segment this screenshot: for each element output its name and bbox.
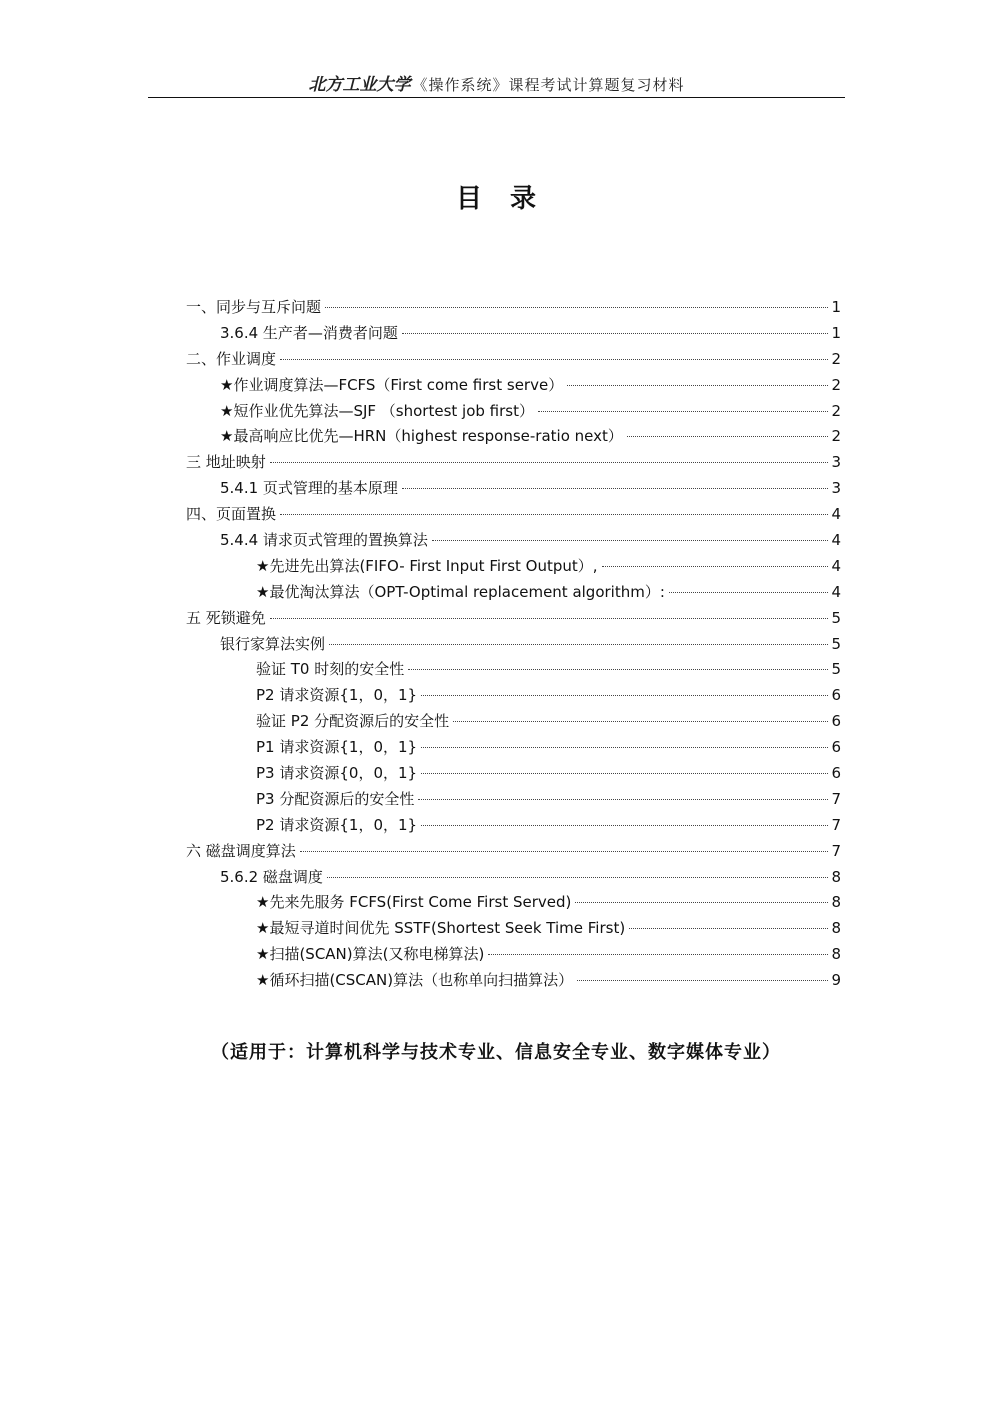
dot-leader bbox=[602, 566, 829, 567]
toc-title: 目录 bbox=[455, 184, 564, 214]
dot-leader bbox=[327, 877, 829, 878]
toc-entry[interactable] bbox=[186, 917, 841, 943]
toc-entry[interactable] bbox=[186, 451, 841, 477]
toc-entry-label: P1 请求资源{1，0，1} bbox=[256, 738, 418, 757]
toc-entry-label: 二、作业调度 bbox=[186, 349, 277, 368]
toc-entry[interactable] bbox=[186, 840, 841, 866]
toc-entry-page-number: 3 bbox=[831, 453, 841, 472]
toc-entry-page-number: 8 bbox=[831, 867, 841, 886]
page-header bbox=[148, 70, 845, 95]
dot-leader bbox=[538, 411, 828, 412]
dot-leader bbox=[421, 773, 828, 774]
toc-entry-label: ★循环扫描(CSCAN)算法（也称单向扫描算法） bbox=[256, 971, 574, 990]
toc-entry[interactable] bbox=[186, 529, 841, 555]
toc-entry[interactable] bbox=[186, 710, 841, 736]
dot-leader bbox=[577, 980, 828, 981]
dot-leader bbox=[453, 721, 828, 722]
dot-leader bbox=[669, 592, 829, 593]
dot-leader bbox=[432, 540, 829, 541]
dot-leader bbox=[270, 462, 829, 463]
toc-entry[interactable] bbox=[186, 400, 841, 426]
toc-entry-page-number: 6 bbox=[831, 738, 841, 757]
dot-leader bbox=[627, 436, 829, 437]
toc-entry[interactable] bbox=[186, 296, 841, 322]
toc-entry[interactable] bbox=[186, 866, 841, 892]
toc-entry-label: ★先进先出算法(FIFO- First Input First Output）, bbox=[256, 556, 598, 575]
toc-entry-label: ★最短寻道时间优先 SSTF(Shortest Seek Time First) bbox=[256, 919, 626, 938]
toc-entry-label: 5.6.2 磁盘调度 bbox=[220, 867, 323, 886]
dot-leader bbox=[421, 747, 828, 748]
toc-entry-page-number: 2 bbox=[831, 375, 841, 394]
dot-leader bbox=[421, 695, 828, 696]
toc-entry[interactable] bbox=[186, 607, 841, 633]
toc-entry-label: ★短作业优先算法—SJF （shortest job first） bbox=[220, 401, 534, 420]
toc-entry[interactable] bbox=[186, 633, 841, 659]
toc-entry-label: P2 请求资源{1，0，1} bbox=[256, 815, 418, 834]
toc-entry-label: ★作业调度算法—FCFS（First come first serve） bbox=[220, 375, 564, 394]
toc-entry-page-number: 5 bbox=[831, 608, 841, 627]
toc-entry[interactable] bbox=[186, 736, 841, 762]
university-name: 北方工业大学 bbox=[308, 75, 411, 95]
dot-leader bbox=[280, 359, 828, 360]
toc-entry-page-number: 1 bbox=[831, 323, 841, 342]
dot-leader bbox=[402, 488, 829, 489]
toc-entry[interactable] bbox=[186, 425, 841, 451]
toc-entry[interactable] bbox=[186, 684, 841, 710]
toc-entry-page-number: 5 bbox=[831, 660, 841, 679]
toc-entry-label: P3 分配资源后的安全性 bbox=[256, 789, 415, 808]
toc-entry[interactable] bbox=[186, 322, 841, 348]
toc-entry-page-number: 8 bbox=[831, 893, 841, 912]
toc-entry[interactable] bbox=[186, 943, 841, 969]
toc-entry-label: ★先来先服务 FCFS(First Come First Served) bbox=[256, 893, 572, 912]
toc-entry-label: 一、同步与互斥问题 bbox=[186, 298, 322, 316]
toc-entry-page-number: 6 bbox=[831, 764, 841, 783]
toc-entry-page-number: 4 bbox=[831, 531, 841, 550]
toc-entry[interactable] bbox=[186, 658, 841, 684]
toc-entry-label: 验证 T0 时刻的安全性 bbox=[256, 660, 405, 679]
toc-entry-page-number: 7 bbox=[831, 815, 841, 834]
header-divider bbox=[148, 97, 845, 98]
toc-entry-label: 验证 P2 分配资源后的安全性 bbox=[256, 712, 450, 731]
toc-entry-label: 五 死锁避免 bbox=[186, 608, 266, 627]
dot-leader bbox=[270, 618, 829, 619]
toc-entry-page-number: 2 bbox=[831, 349, 841, 368]
dot-leader bbox=[325, 307, 828, 308]
toc-entry-page-number: 8 bbox=[831, 919, 841, 938]
toc-entry-label: 5.4.4 请求页式管理的置换算法 bbox=[220, 531, 428, 550]
toc-entry[interactable] bbox=[186, 477, 841, 503]
toc-entry-label: 3.6.4 生产者—消费者问题 bbox=[220, 323, 398, 342]
applicability-note: （适用于：计算机科学与技术专业、信息安全专业、数字媒体专业） bbox=[211, 1042, 781, 1063]
toc-entry[interactable] bbox=[186, 891, 841, 917]
toc-entry-label: ★最优淘汰算法（OPT-Optimal replacement algorithm）: bbox=[256, 582, 665, 601]
toc-entry[interactable] bbox=[186, 969, 841, 995]
toc-entry-label: 5.4.1 页式管理的基本原理 bbox=[220, 479, 398, 498]
toc-entry-page-number: 4 bbox=[831, 556, 841, 575]
dot-leader bbox=[488, 954, 828, 955]
toc-entry-label: P3 请求资源{0，0，1} bbox=[256, 764, 418, 783]
toc-entry[interactable] bbox=[186, 762, 841, 788]
toc-entry-page-number: 7 bbox=[831, 841, 841, 860]
toc-entry-page-number: 1 bbox=[831, 298, 841, 316]
toc-entry-page-number: 6 bbox=[831, 712, 841, 731]
dot-leader bbox=[300, 851, 829, 852]
toc-entry-label: ★最高响应比优先—HRN（highest response-ratio next） bbox=[220, 427, 623, 446]
dot-leader bbox=[629, 928, 828, 929]
toc-entry-page-number: 4 bbox=[831, 505, 841, 524]
dot-leader bbox=[329, 644, 828, 645]
toc-entry-page-number: 3 bbox=[831, 479, 841, 498]
toc-entry-page-number: 5 bbox=[831, 634, 841, 653]
toc-entry[interactable] bbox=[186, 555, 841, 581]
toc-entry[interactable] bbox=[186, 814, 841, 840]
dot-leader bbox=[575, 902, 828, 903]
toc-entry-page-number: 9 bbox=[831, 971, 841, 990]
toc-entry-page-number: 2 bbox=[831, 427, 841, 446]
toc-entry-page-number: 8 bbox=[831, 945, 841, 964]
toc-entry-label: 三 地址映射 bbox=[186, 453, 266, 472]
dot-leader bbox=[421, 825, 828, 826]
toc-entry-label: P2 请求资源{1，0，1} bbox=[256, 686, 418, 705]
dot-leader bbox=[280, 514, 828, 515]
dot-leader bbox=[408, 669, 828, 670]
table-of-contents bbox=[186, 296, 841, 995]
toc-entry[interactable] bbox=[186, 374, 841, 400]
toc-entry-label: 四、页面置换 bbox=[186, 505, 277, 524]
toc-entry-page-number: 4 bbox=[831, 582, 841, 601]
dot-leader bbox=[402, 333, 829, 334]
toc-entry[interactable] bbox=[186, 581, 841, 607]
toc-entry[interactable] bbox=[186, 788, 841, 814]
toc-entry-label: 银行家算法实例 bbox=[220, 634, 326, 653]
course-title: 《操作系统》课程考试计算题复习材料 bbox=[412, 76, 685, 94]
toc-entry-page-number: 6 bbox=[831, 686, 841, 705]
dot-leader bbox=[418, 799, 828, 800]
toc-entry-page-number: 7 bbox=[831, 789, 841, 808]
dot-leader bbox=[567, 385, 828, 386]
toc-entry-label: ★扫描(SCAN)算法(又称电梯算法) bbox=[256, 945, 485, 964]
toc-entry-page-number: 2 bbox=[831, 401, 841, 420]
toc-entry-label: 六 磁盘调度算法 bbox=[186, 841, 296, 860]
toc-entry[interactable] bbox=[186, 348, 841, 374]
toc-entry[interactable] bbox=[186, 503, 841, 529]
